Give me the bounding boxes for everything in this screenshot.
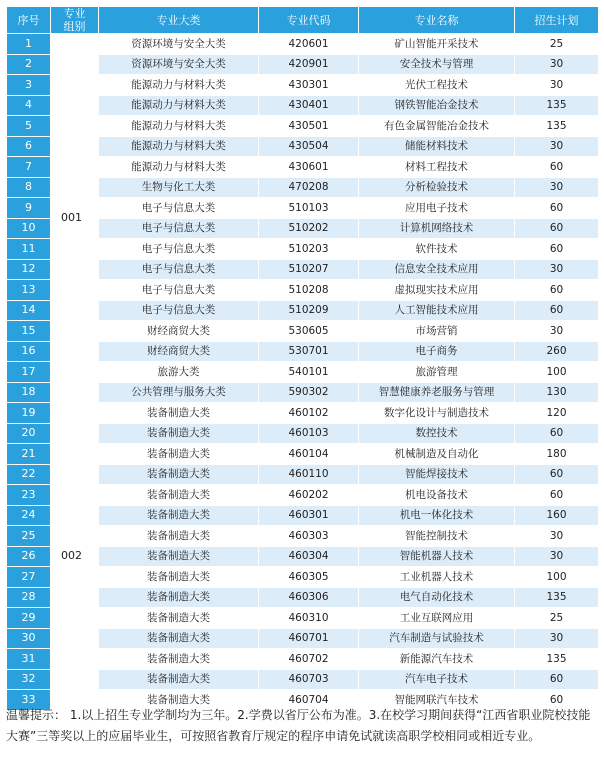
header-index: 序号 [7,7,51,34]
cell-plan: 30 [515,75,599,96]
cell-plan: 135 [515,95,599,116]
cell-plan: 60 [515,423,599,444]
cell-name: 工业互联网应用 [359,608,515,629]
cell-plan: 135 [515,587,599,608]
cell-plan: 60 [515,464,599,485]
cell-plan: 260 [515,341,599,362]
cell-name: 智能机器人技术 [359,546,515,567]
header-group: 专业 组别 [51,7,99,34]
cell-category: 电子与信息大类 [99,259,259,280]
cell-plan: 30 [515,54,599,75]
cell-plan: 30 [515,177,599,198]
row-index: 8 [7,177,51,198]
cell-name: 机械制造及自动化 [359,444,515,465]
cell-code: 460305 [259,567,359,588]
cell-name: 钢铁智能冶金技术 [359,95,515,116]
cell-code: 460103 [259,423,359,444]
cell-code: 510202 [259,218,359,239]
cell-name: 虚拟现实技术应用 [359,280,515,301]
cell-plan: 60 [515,669,599,690]
row-index: 11 [7,239,51,260]
row-index: 20 [7,423,51,444]
enrollment-plan-table-container [6,6,598,711]
cell-plan: 25 [515,608,599,629]
row-index: 26 [7,546,51,567]
cell-name: 机电设备技术 [359,485,515,506]
row-index: 3 [7,75,51,96]
cell-code: 460310 [259,608,359,629]
cell-name: 信息安全技术应用 [359,259,515,280]
row-index: 18 [7,382,51,403]
cell-code: 510103 [259,198,359,219]
header-name: 专业名称 [359,7,515,34]
table-row [7,34,599,55]
cell-name: 软件技术 [359,239,515,260]
cell-code: 510207 [259,259,359,280]
cell-code: 530605 [259,321,359,342]
cell-plan: 160 [515,505,599,526]
row-index: 28 [7,587,51,608]
cell-category: 装备制造大类 [99,649,259,670]
notice-text: 温馨提示： 1.以上招生专业学制均为三年。2.学费以省厅公布为准。3.在校学习期间获得“江西省职业院校技能大赛”三等奖以上的应届毕业生，可按照省教育厅规定的程序申请免试就读高职学校相同或相近专业。 [6,708,591,743]
cell-category: 能源动力与材料大类 [99,157,259,178]
cell-code: 460704 [259,690,359,711]
cell-code: 470208 [259,177,359,198]
row-index: 31 [7,649,51,670]
cell-plan: 60 [515,485,599,506]
cell-plan: 30 [515,136,599,157]
cell-plan: 130 [515,382,599,403]
cell-name: 市场营销 [359,321,515,342]
row-index: 15 [7,321,51,342]
row-index: 16 [7,341,51,362]
cell-category: 装备制造大类 [99,505,259,526]
row-index: 19 [7,403,51,424]
cell-name: 机电一体化技术 [359,505,515,526]
row-index: 9 [7,198,51,219]
cell-code: 430504 [259,136,359,157]
cell-category: 装备制造大类 [99,526,259,547]
group-label: 001 [51,34,99,403]
cell-code: 460301 [259,505,359,526]
cell-code: 430401 [259,95,359,116]
cell-plan: 100 [515,567,599,588]
cell-category: 公共管理与服务大类 [99,382,259,403]
row-index: 23 [7,485,51,506]
cell-code: 540101 [259,362,359,383]
cell-code: 590302 [259,382,359,403]
cell-plan: 30 [515,628,599,649]
cell-name: 有色金属智能冶金技术 [359,116,515,137]
cell-category: 装备制造大类 [99,423,259,444]
cell-code: 460306 [259,587,359,608]
cell-category: 装备制造大类 [99,690,259,711]
cell-code: 460703 [259,669,359,690]
cell-name: 新能源汽车技术 [359,649,515,670]
cell-category: 装备制造大类 [99,485,259,506]
cell-name: 光伏工程技术 [359,75,515,96]
cell-category: 装备制造大类 [99,546,259,567]
row-index: 27 [7,567,51,588]
row-index: 5 [7,116,51,137]
cell-code: 510209 [259,300,359,321]
cell-code: 460104 [259,444,359,465]
cell-category: 电子与信息大类 [99,300,259,321]
cell-code: 510203 [259,239,359,260]
cell-plan: 60 [515,300,599,321]
cell-code: 430501 [259,116,359,137]
cell-code: 530701 [259,341,359,362]
cell-name: 工业机器人技术 [359,567,515,588]
table-header-row [7,7,599,34]
cell-name: 汽车电子技术 [359,669,515,690]
cell-category: 装备制造大类 [99,608,259,629]
cell-name: 电气自动化技术 [359,587,515,608]
cell-name: 智能焊接技术 [359,464,515,485]
row-index: 7 [7,157,51,178]
cell-code: 460702 [259,649,359,670]
cell-category: 电子与信息大类 [99,218,259,239]
cell-plan: 120 [515,403,599,424]
cell-category: 生物与化工大类 [99,177,259,198]
row-index: 25 [7,526,51,547]
cell-plan: 60 [515,198,599,219]
cell-plan: 135 [515,116,599,137]
cell-plan: 60 [515,690,599,711]
cell-name: 旅游管理 [359,362,515,383]
row-index: 12 [7,259,51,280]
cell-plan: 60 [515,218,599,239]
row-index: 10 [7,218,51,239]
cell-category: 装备制造大类 [99,464,259,485]
row-index: 13 [7,280,51,301]
cell-name: 人工智能技术应用 [359,300,515,321]
row-index: 6 [7,136,51,157]
row-index: 32 [7,669,51,690]
cell-code: 460304 [259,546,359,567]
cell-category: 装备制造大类 [99,567,259,588]
cell-plan: 30 [515,546,599,567]
cell-plan: 30 [515,321,599,342]
cell-category: 电子与信息大类 [99,198,259,219]
cell-name: 矿山智能开采技术 [359,34,515,55]
cell-name: 电子商务 [359,341,515,362]
cell-category: 装备制造大类 [99,669,259,690]
cell-name: 分析检验技术 [359,177,515,198]
cell-plan: 135 [515,649,599,670]
cell-category: 资源环境与安全大类 [99,54,259,75]
cell-plan: 60 [515,239,599,260]
cell-category: 装备制造大类 [99,587,259,608]
cell-name: 智能控制技术 [359,526,515,547]
cell-category: 能源动力与材料大类 [99,95,259,116]
cell-category: 旅游大类 [99,362,259,383]
cell-code: 430301 [259,75,359,96]
cell-category: 能源动力与材料大类 [99,116,259,137]
table-row [7,403,599,424]
cell-category: 装备制造大类 [99,403,259,424]
cell-name: 材料工程技术 [359,157,515,178]
cell-category: 电子与信息大类 [99,239,259,260]
cell-plan: 100 [515,362,599,383]
row-index: 24 [7,505,51,526]
cell-name: 应用电子技术 [359,198,515,219]
cell-category: 财经商贸大类 [99,341,259,362]
cell-plan: 30 [515,259,599,280]
cell-name: 智慧健康养老服务与管理 [359,382,515,403]
cell-code: 510208 [259,280,359,301]
enrollment-plan-table [6,6,599,711]
cell-plan: 30 [515,526,599,547]
cell-category: 装备制造大类 [99,628,259,649]
cell-name: 数字化设计与制造技术 [359,403,515,424]
row-index: 1 [7,34,51,55]
cell-code: 460110 [259,464,359,485]
row-index: 30 [7,628,51,649]
header-code: 专业代码 [259,7,359,34]
row-index: 14 [7,300,51,321]
cell-plan: 25 [515,34,599,55]
row-index: 21 [7,444,51,465]
header-category: 专业大类 [99,7,259,34]
cell-plan: 180 [515,444,599,465]
cell-plan: 60 [515,157,599,178]
cell-name: 数控技术 [359,423,515,444]
cell-code: 420901 [259,54,359,75]
cell-name: 计算机网络技术 [359,218,515,239]
cell-name: 智能网联汽车技术 [359,690,515,711]
cell-code: 430601 [259,157,359,178]
cell-code: 460701 [259,628,359,649]
row-index: 22 [7,464,51,485]
header-plan: 招生计划 [515,7,599,34]
cell-category: 能源动力与材料大类 [99,136,259,157]
row-index: 17 [7,362,51,383]
row-index: 4 [7,95,51,116]
cell-name: 安全技术与管理 [359,54,515,75]
cell-category: 电子与信息大类 [99,280,259,301]
cell-name: 汽车制造与试验技术 [359,628,515,649]
cell-category: 装备制造大类 [99,444,259,465]
cell-code: 460303 [259,526,359,547]
cell-code: 460202 [259,485,359,506]
cell-name: 储能材料技术 [359,136,515,157]
cell-category: 资源环境与安全大类 [99,34,259,55]
cell-category: 能源动力与材料大类 [99,75,259,96]
cell-category: 财经商贸大类 [99,321,259,342]
group-label: 002 [51,403,99,711]
cell-code: 420601 [259,34,359,55]
row-index: 33 [7,690,51,711]
row-index: 2 [7,54,51,75]
cell-plan: 60 [515,280,599,301]
row-index: 29 [7,608,51,629]
cell-code: 460102 [259,403,359,424]
table-body [7,34,599,711]
